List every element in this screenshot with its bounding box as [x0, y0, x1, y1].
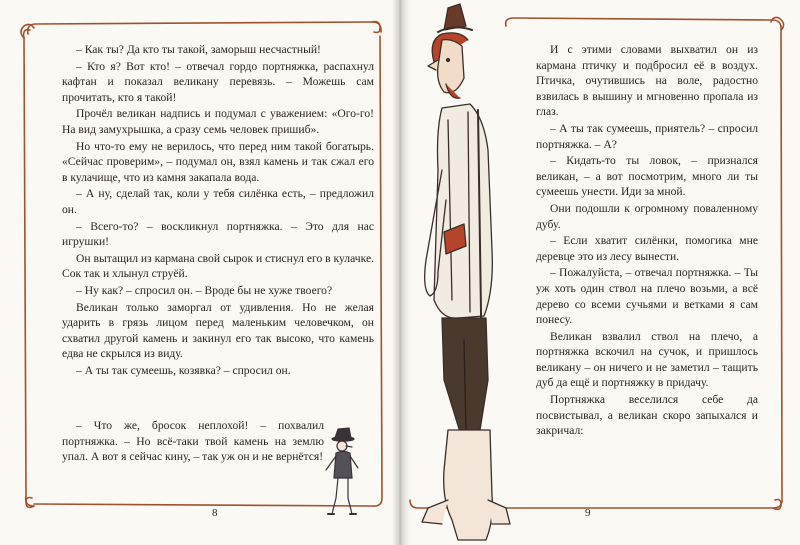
left-page-text-narrow	[62, 418, 324, 466]
paragraph: Прочёл великан надпись и подумал с уважением: «Ого-го! На вид замухрышка, а сразу семь человек пришиб».	[62, 107, 374, 136]
paragraph: – Пожалуйста, – отвечал портняжка. – Ты уж хоть один ствол на плечо возьми, а всё дерево со всеми сучьями и ветками я сам понесу.	[536, 266, 758, 327]
paragraph: – А ты так сумеешь, козявка? – спросил он.	[76, 363, 291, 377]
paragraph: Великан взвалил ствол на плечо, а портняжка вскочил на сучок, и пришлось великану – он ничего и не заметил – тащить дуб да ещё и портняжку в придачу.	[536, 329, 758, 390]
tailor-illustration	[318, 426, 368, 522]
paragraph: – А ну, сделай так, коли у тебя силёнка есть, – предложил он.	[62, 187, 374, 216]
paragraph: – Всего-то? – воскликнул портняжка. – Это для нас игрушки!	[62, 219, 374, 249]
left-page-text	[62, 42, 374, 379]
paragraph: Великан только заморгал от удивления. Но не желая ударить в грязь лицом перед маленьким человечком, он схватил другой камень и закинул его так высоко, что камень едва не скрылся из виду.	[62, 300, 374, 361]
paragraph: – Как ты? Да кто ты такой, заморыш несчастный!	[76, 43, 321, 56]
giant-illustration	[408, 0, 538, 545]
paragraph: И с этими словами выхватил он из кармана птичку и подбросил её в воздух. Птичка, очутившись на воле, радостно взвилась в вышину и мгновенно пропала из глаз.	[536, 43, 758, 119]
page-number-left: 8	[212, 507, 218, 519]
paragraph: – А ты так сумеешь, приятель? – спросил портняжка. – А?	[536, 121, 758, 151]
paragraph: – Кто я? Вот кто! – отвечал гордо портняжка, распахнул кафтан и показал великану перевязь. – Можешь сам прочитать, кто я такой!	[62, 59, 374, 104]
paragraph: – Если хватит силёнки, помогика мне деревце это из лесу вынести.	[536, 234, 758, 263]
paragraph: Портняжка веселился себе да посвистывал, а великан скоро запыхался и закричал:	[536, 393, 758, 438]
paragraph: – Ну как? – спросил он. – Вроде бы не хуже твоего?	[76, 283, 333, 297]
paragraph: Они подошли к огромному поваленному дубу.	[536, 201, 758, 231]
paragraph: Он вытащил из кармана свой сырок и стиснул его в кулачке. Сок так и хлынул струёй.	[62, 251, 374, 281]
paragraph: – Кидать-то ты ловок, – признался великан, – а вот посмотрим, много ли ты сумеешь унести. Иди за мной.	[536, 154, 758, 199]
paragraph: Но что-то ему не верилось, что перед ним такой богатырь. «Сейчас проверим», – подумал он, взял камень и так сжал его в кулачище, что из камня закапала вода.	[62, 139, 374, 184]
right-page-text	[536, 42, 758, 440]
paragraph: – Что же, бросок неплохой! – похвалил портняжка. – Но всё-таки твой камень на землю упал. А вот я сейчас кину, – так уж он и не вернётся!	[62, 419, 324, 464]
page-number-right: 9	[585, 507, 591, 519]
